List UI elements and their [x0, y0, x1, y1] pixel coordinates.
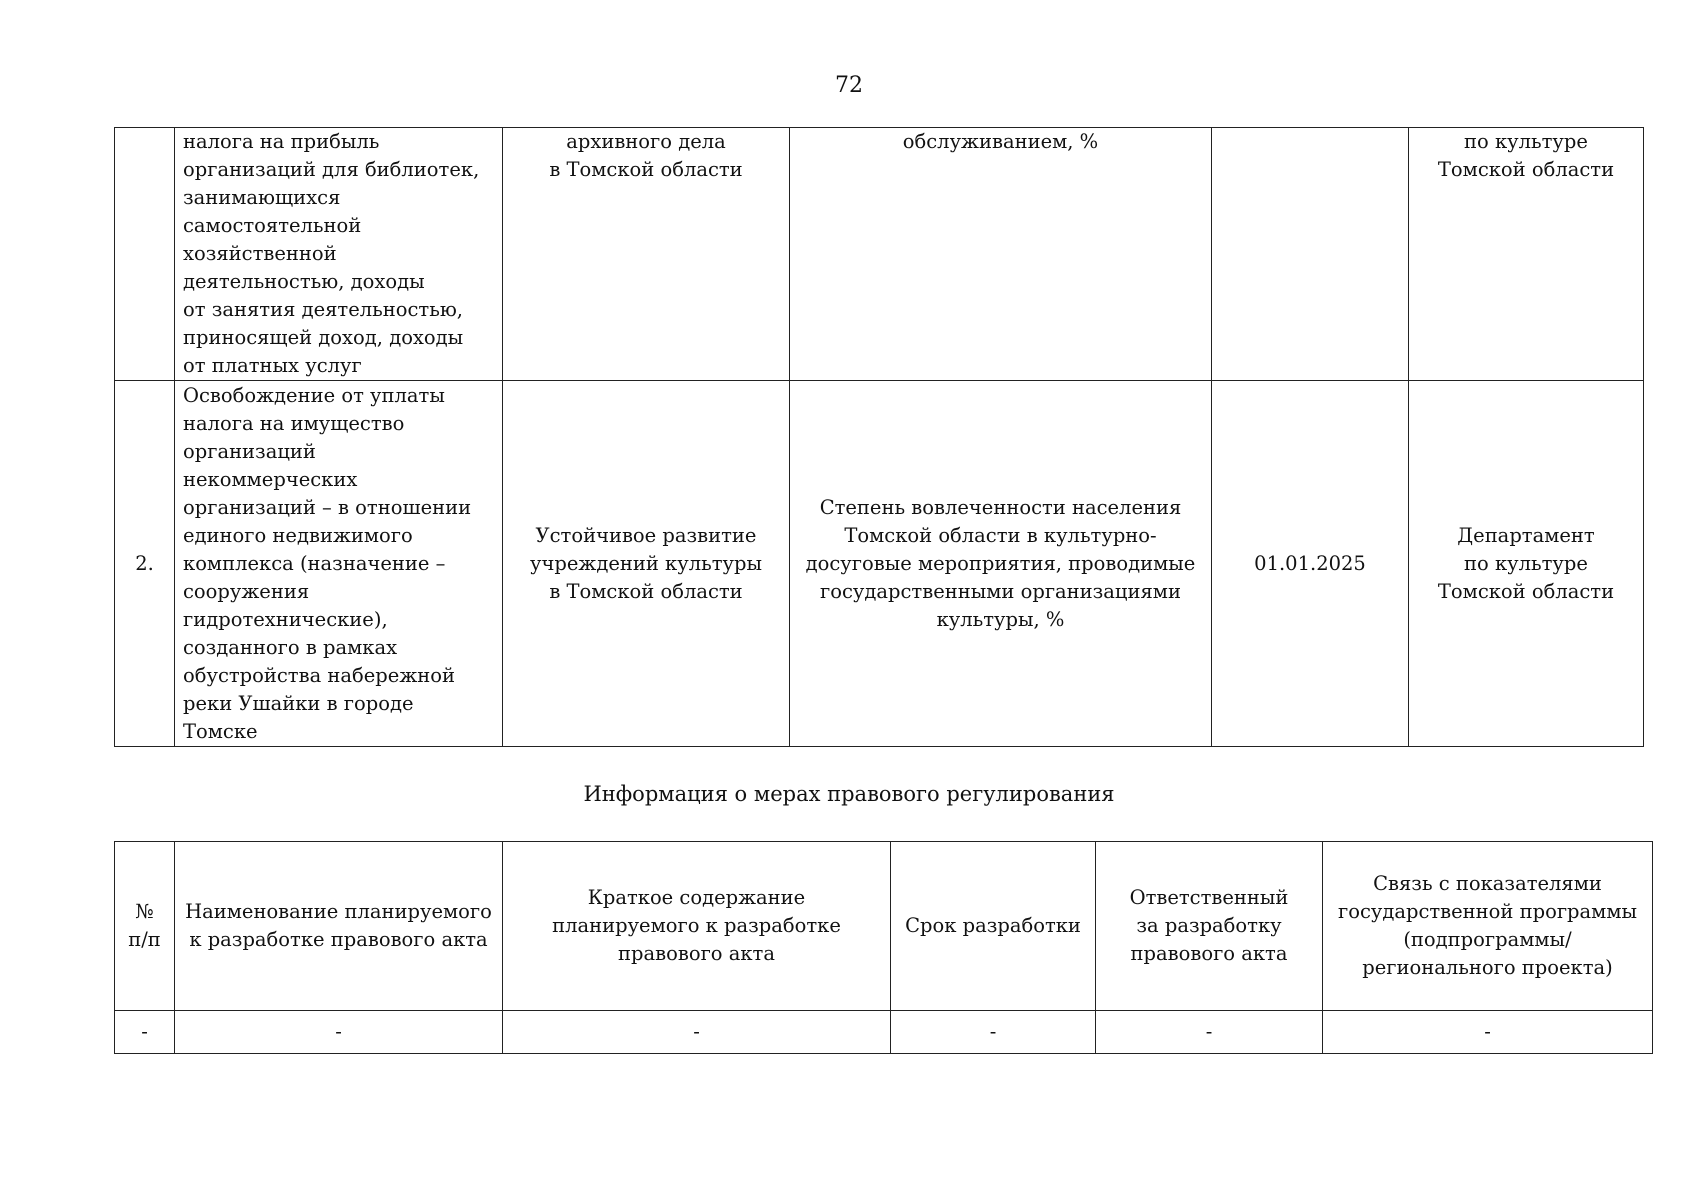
- cell-number: [115, 128, 175, 381]
- cell-date: 01.01.2025: [1212, 381, 1409, 747]
- header-number: № п/п: [115, 842, 175, 1011]
- cell-number: 2.: [115, 381, 175, 747]
- cell-responsible: по культуре Томской области: [1409, 128, 1644, 381]
- header-deadline: Срок разработки: [891, 842, 1096, 1011]
- header-act-name: Наименование планируемого к разработке правового акта: [175, 842, 503, 1011]
- header-indicator-link: Связь с показателями государственной программы (подпрограммы/ регионального проекта): [1323, 842, 1653, 1011]
- cell-goal: Устойчивое развитие учреждений культуры в Томской области: [503, 381, 790, 747]
- cell-responsible: -: [1096, 1011, 1323, 1054]
- cell-deadline: -: [891, 1011, 1096, 1054]
- cell-indicator: Степень вовлеченности населения Томской области в культурно- досуговые мероприятия, проводимые государственными организациями культуры, %: [790, 381, 1212, 747]
- table-row: [115, 128, 1644, 381]
- cell-date: [1212, 128, 1409, 381]
- page-number: 72: [835, 73, 863, 98]
- cell-act-summary: -: [503, 1011, 891, 1054]
- cell-indicator-link: -: [1323, 1011, 1653, 1054]
- table-row: [115, 1011, 1653, 1054]
- header-act-summary: Краткое содержание планируемого к разработке правового акта: [503, 842, 891, 1011]
- cell-benefit-name: налога на прибыль организаций для библиотек, занимающихся самостоятельной хозяйственной деятельностью, доходы от занятия деятельностью, приносящей доход, доходы от платных услуг: [175, 128, 503, 381]
- cell-indicator: обслуживанием, %: [790, 128, 1212, 381]
- tax-benefits-table: [114, 127, 1644, 747]
- legal-measures-table: [114, 841, 1653, 1054]
- section-title: Информация о мерах правового регулирования: [583, 782, 1115, 806]
- cell-number: -: [115, 1011, 175, 1054]
- cell-responsible: Департамент по культуре Томской области: [1409, 381, 1644, 747]
- table-row: [115, 381, 1644, 747]
- cell-goal: архивного дела в Томской области: [503, 128, 790, 381]
- cell-act-name: -: [175, 1011, 503, 1054]
- header-responsible: Ответственный за разработку правового акта: [1096, 842, 1323, 1011]
- cell-benefit-name: Освобождение от уплаты налога на имущество организаций некоммерческих организаций – в отношении единого недвижимого комплекса (назначение – сооружения гидротехнические), созданного в рамках обустройства набережной реки Ушайки в городе Томске: [175, 381, 503, 747]
- table-header-row: [115, 842, 1653, 1011]
